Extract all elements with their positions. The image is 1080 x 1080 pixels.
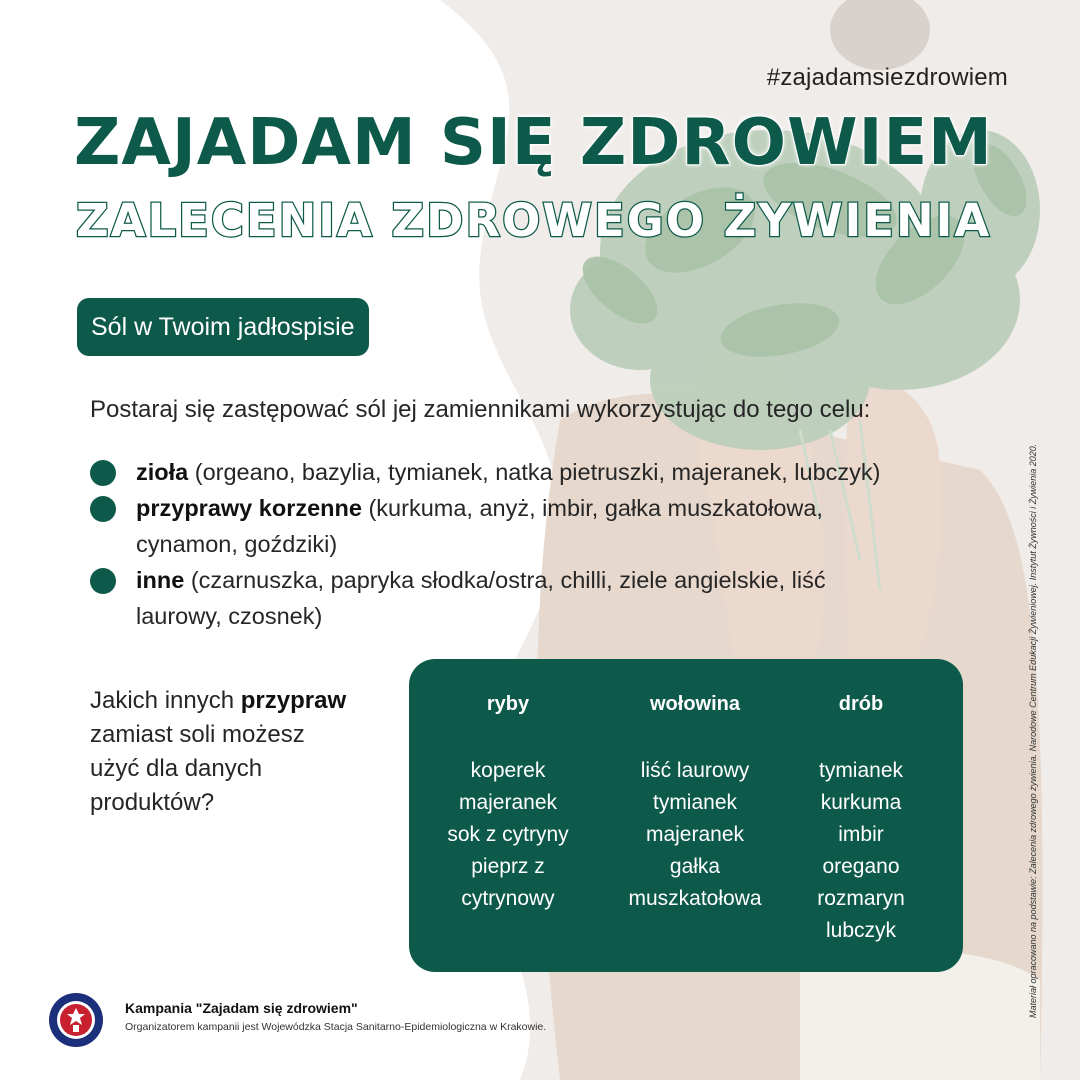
question-text — [90, 684, 350, 820]
list-item: tymianek — [818, 759, 904, 782]
list-item: kurkuma — [820, 791, 902, 814]
bullet-bold: zioła — [136, 459, 189, 485]
list-item: muszkatołowa — [628, 887, 762, 910]
column-items — [791, 755, 931, 947]
bullet-text: (czarnuszka, papryka słodka/ostra, chilli, ziele angielskie, liść laurowy, czosnek) — [136, 567, 826, 629]
column-items — [607, 755, 783, 915]
column-header: drób — [838, 693, 884, 715]
bullet-dot-icon — [90, 460, 116, 486]
sanitary-inspection-logo-icon — [48, 992, 104, 1048]
column-header: wołowina — [650, 693, 740, 715]
bullet-bold: przyprawy korzenne — [136, 495, 362, 521]
question-part2: zamiast soli możesz użyć dla danych produktów? — [90, 721, 305, 816]
hashtag: #zajadamsiezdrowiem — [766, 64, 1008, 91]
bullet-dot-icon — [90, 496, 116, 522]
list-item — [90, 490, 876, 562]
list-item: koperek — [470, 759, 546, 782]
list-item: majeranek — [458, 791, 558, 814]
footer-campaign-title: Kampania "Zajadam się zdrowiem" — [125, 1000, 358, 1016]
list-item — [90, 454, 956, 490]
list-item: oregano — [822, 855, 900, 878]
list-item: imbir — [838, 823, 884, 846]
list-item: majeranek — [645, 823, 745, 846]
page-title: ZAJADAM SIĘ ZDROWIEM — [74, 106, 993, 180]
bullet-list — [90, 454, 950, 634]
page-subtitle: ZALECENIA ZDROWEGO ŻYWIENIA — [76, 194, 992, 247]
question-part1: Jakich innych — [90, 687, 241, 714]
list-item — [90, 562, 856, 634]
question-bold: przypraw — [240, 687, 347, 714]
list-item: rozmaryn — [817, 887, 905, 910]
list-item: pieprz z — [471, 855, 545, 878]
bullet-text: (orgeano, bazylia, tymianek, natka pietruszki, majeranek, lubczyk) — [188, 459, 881, 485]
source-note: Materiał opracowano na podstawie: Zalecenia zdrowego żywienia. Narodowe Centrum Edukacji Żywieniowej. Instytut Żywności i Żywienia 2020. — [1028, 443, 1038, 1018]
column-header: ryby — [486, 693, 530, 715]
intro-text: Postaraj się zastępować sól jej zamiennikami wykorzystując do tego celu: — [90, 396, 871, 423]
list-item: sok z cytryny — [447, 823, 569, 846]
bullet-bold: inne — [136, 567, 185, 593]
bullet-dot-icon — [90, 568, 116, 594]
list-item: tymianek — [652, 791, 738, 814]
section-badge: Sól w Twoim jadłospisie — [77, 298, 369, 356]
list-item: gałka — [669, 855, 721, 878]
footer-organizer: Organizatorem kampanii jest Wojewódzka Stacja Sanitarno-Epidemiologiczna w Krakowie. — [125, 1021, 547, 1033]
list-item: cytrynowy — [461, 887, 555, 910]
spice-table — [409, 659, 963, 972]
list-item: liść laurowy — [640, 759, 750, 782]
list-item: lubczyk — [825, 919, 897, 942]
bullet-text: (kurkuma, anyż, imbir, gałka muszkatołowa, cynamon, goździki) — [136, 495, 823, 557]
column-items — [429, 755, 587, 915]
